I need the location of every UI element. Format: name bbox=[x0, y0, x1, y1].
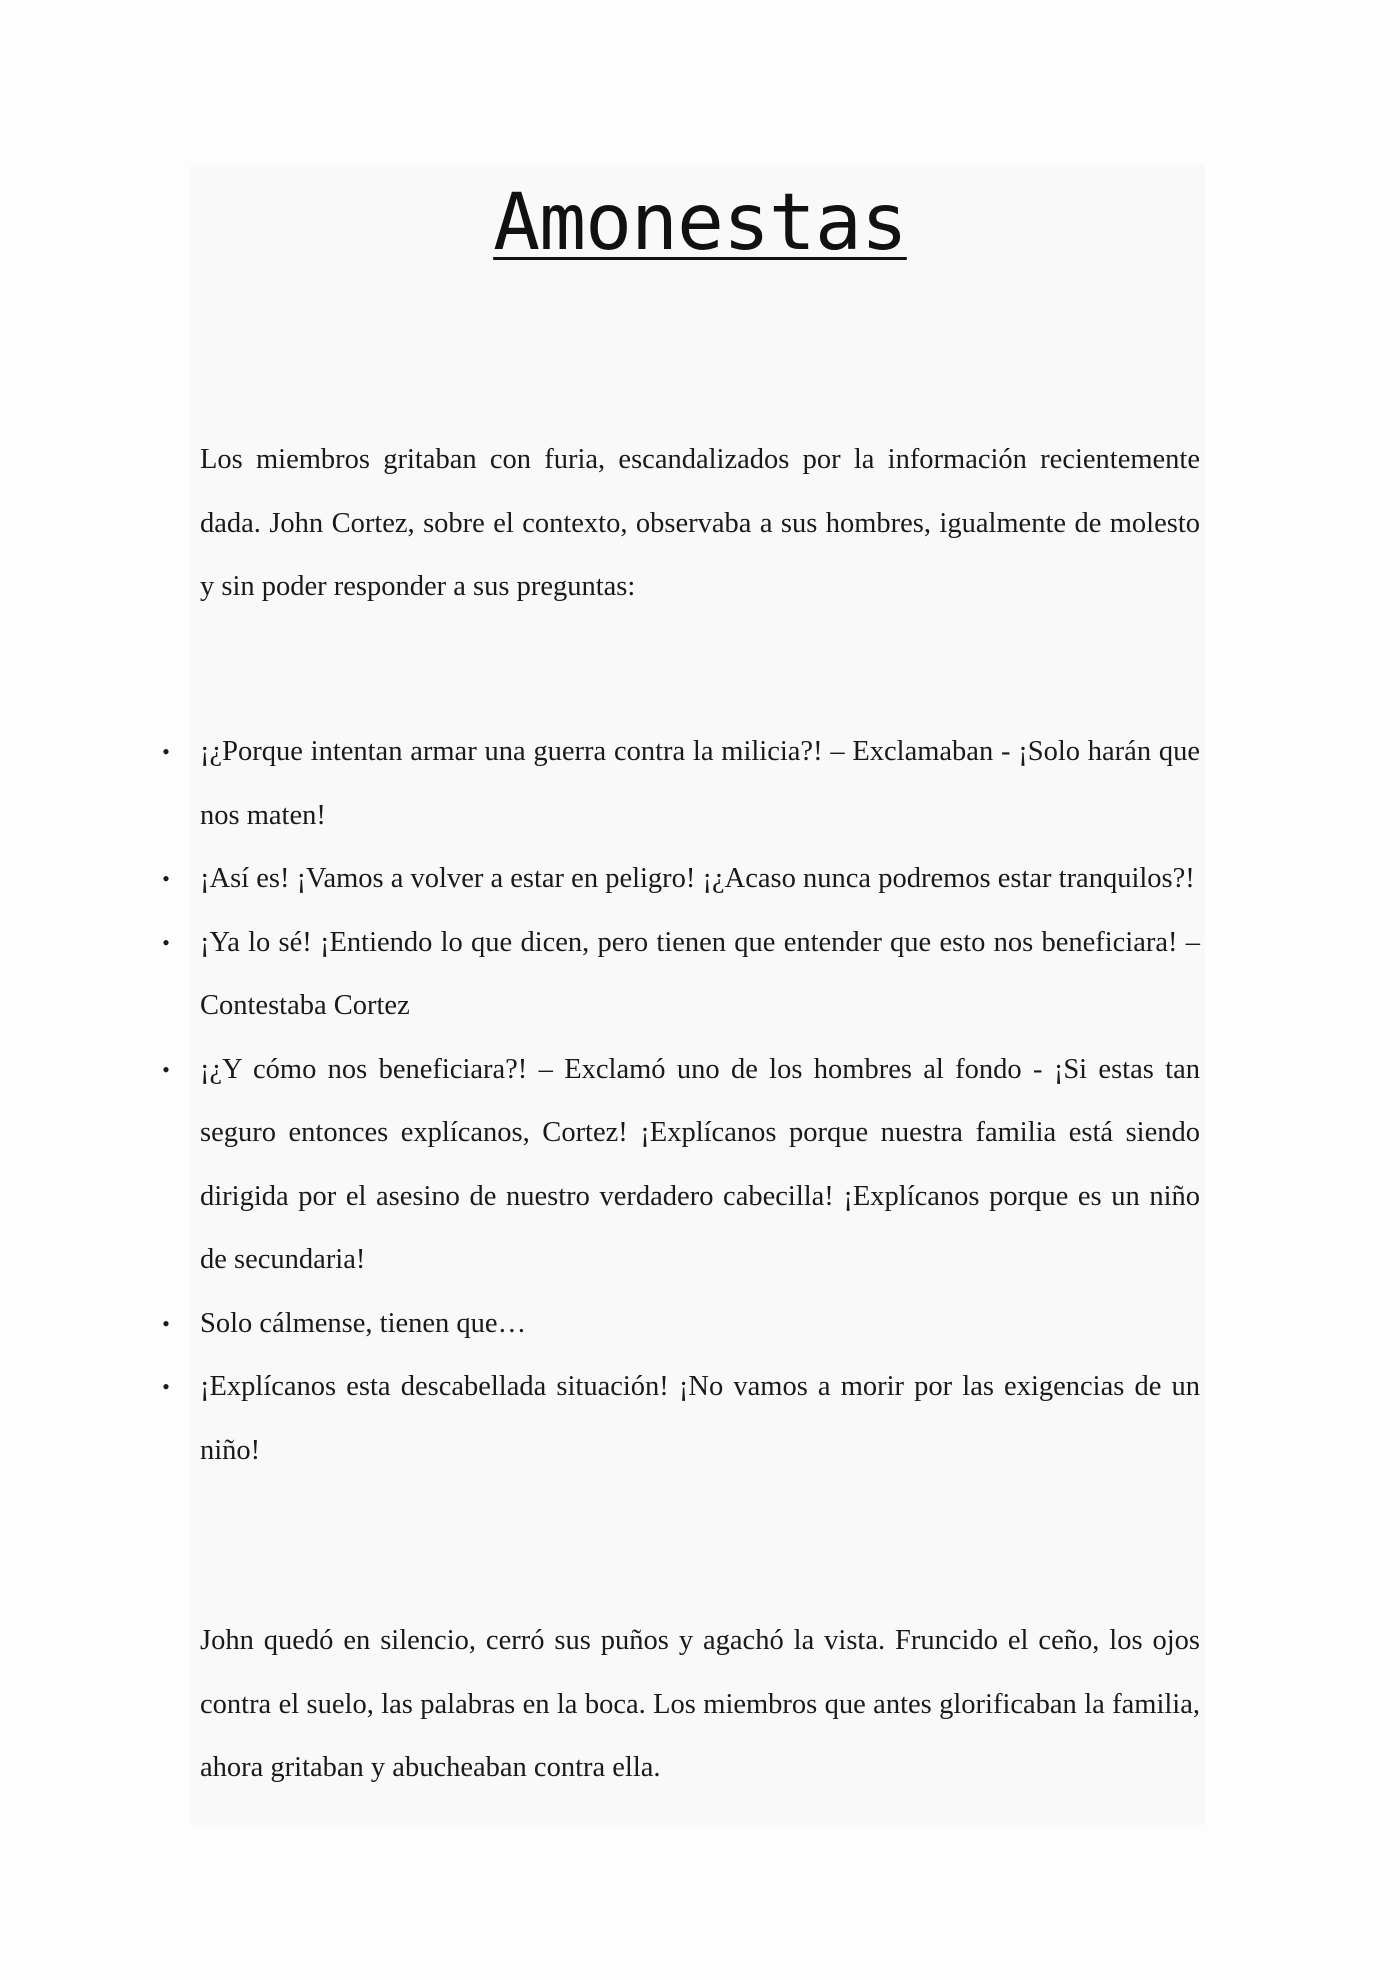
bullet-icon: • bbox=[162, 739, 170, 764]
bullet-icon: • bbox=[162, 1056, 170, 1082]
bullet-icon: • bbox=[162, 929, 170, 955]
document-title-text: Amonestas bbox=[493, 178, 907, 268]
dialogue-text: ¡¿Porque intentan armar una guerra contra la milicia?! – Exclamaban - ¡Solo harán que nos maten! bbox=[200, 736, 1200, 831]
dialogue-line-4 bbox=[162, 1038, 1200, 1292]
closing-paragraph: John quedó en silencio, cerró sus puños y agachó la vista. Fruncido el ceño, los ojos contra el suelo, las palabras en la boca. Los miembros que antes glorificaban la familia, ahora gritaban y abucheaban contra ella. bbox=[200, 1625, 1200, 1783]
dialogue-line-6 bbox=[162, 1355, 1200, 1482]
intro-paragraph: Los miembros gritaban con furia, escandalizados por la información recientemente dada. John Cortez, sobre el contexto, observaba a sus hombres, igualmente de molesto y sin poder responder a sus preguntas: bbox=[200, 444, 1200, 602]
dialogue-text: ¡Explícanos esta descabellada situación! ¡No vamos a morir por las exigencias de un niño! bbox=[200, 1371, 1200, 1466]
document-title bbox=[0, 178, 1400, 268]
dialogue-line-3 bbox=[162, 911, 1200, 1038]
dialogue-list bbox=[162, 720, 1200, 1482]
dialogue-text: ¡¿Y cómo nos beneficiara?! – Exclamó uno de los hombres al fondo - ¡Si estas tan seguro entonces explícanos, Cortez! ¡Explícanos porque nuestra familia está siendo dirigida por el asesino de nuestro verdadero cabecilla! ¡Explícanos porque es un niño de secundaria! bbox=[200, 1053, 1200, 1275]
dialogue-text: ¡Ya lo sé! ¡Entiendo lo que dicen, pero tienen que entender que esto nos beneficiara! – Contestaba Cortez bbox=[200, 926, 1200, 1021]
dialogue-text: Solo cálmense, tienen que… bbox=[200, 1307, 527, 1339]
bullet-icon: • bbox=[162, 1310, 170, 1336]
dialogue-line-1 bbox=[162, 720, 1200, 847]
bullet-icon: • bbox=[162, 1374, 170, 1399]
dialogue-line-2 bbox=[162, 847, 1200, 911]
dialogue-line-5 bbox=[162, 1292, 1200, 1356]
dialogue-text: ¡Así es! ¡Vamos a volver a estar en peligro! ¡¿Acaso nunca podremos estar tranquilos?! bbox=[200, 863, 1195, 894]
bullet-icon: • bbox=[162, 866, 170, 891]
